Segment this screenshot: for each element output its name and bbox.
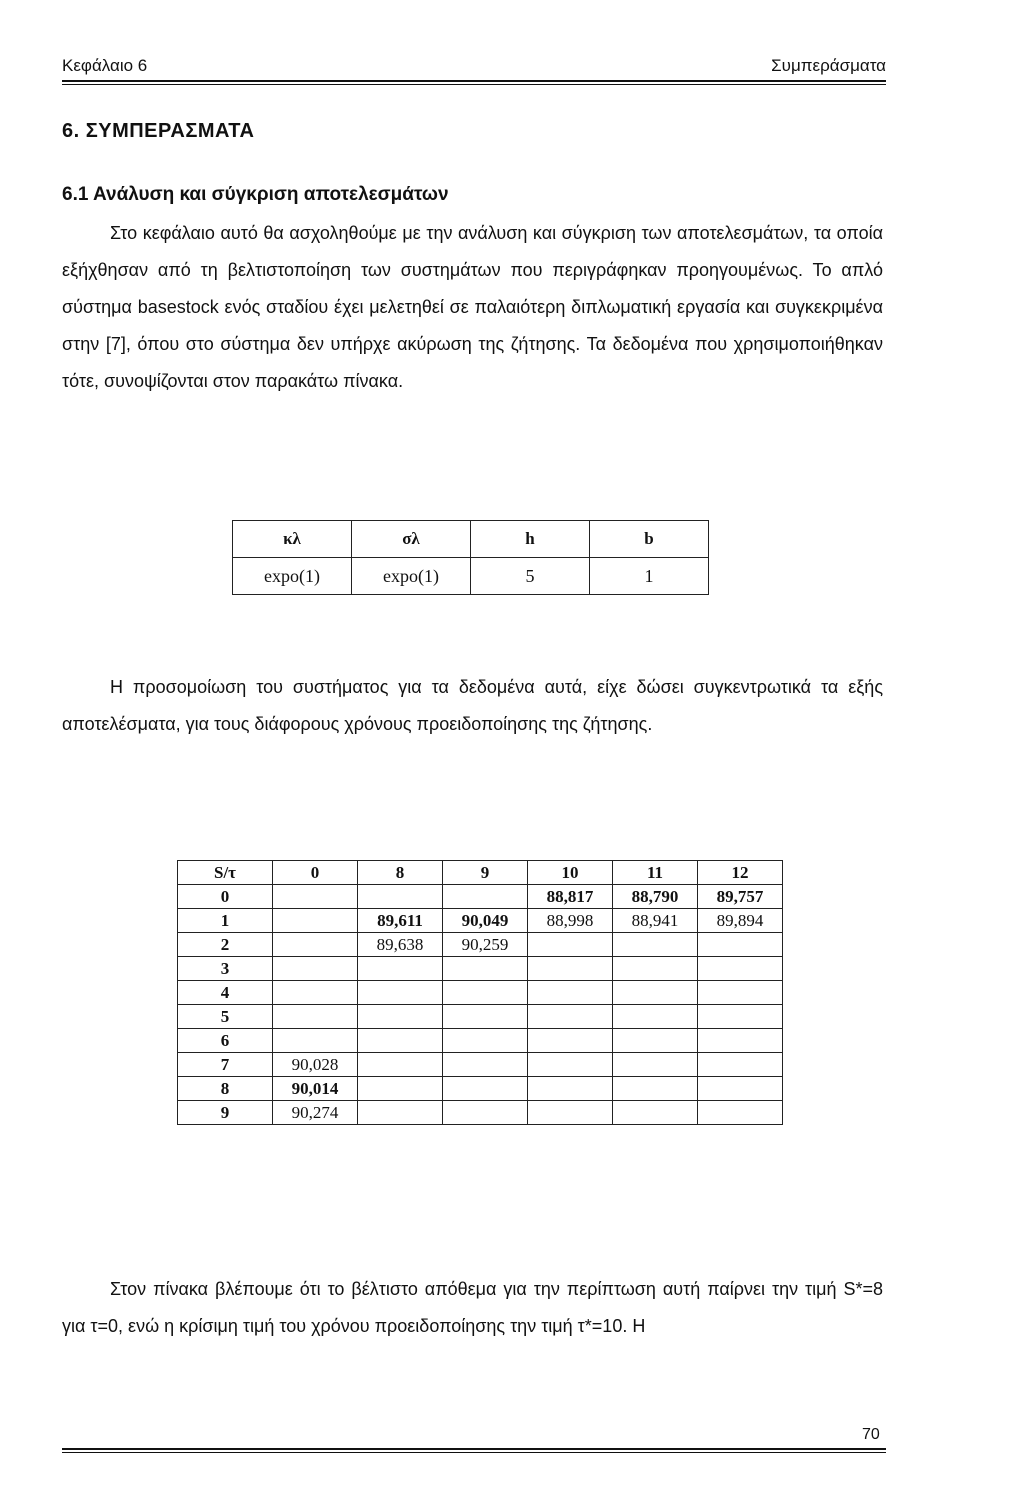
paragraph-simulation [62, 669, 883, 743]
results-cell [443, 885, 528, 909]
results-cell [273, 1029, 358, 1053]
results-cell: 88,998 [528, 909, 613, 933]
results-cell: 89,611 [358, 909, 443, 933]
chapter-title: 6. ΣΥΜΠΕΡΑΣΜΑΤΑ [62, 120, 255, 142]
paragraph-conclusion [62, 1271, 883, 1345]
results-header-cell: 11 [613, 861, 698, 885]
results-cell: 90,274 [273, 1101, 358, 1125]
param-value: 5 [471, 558, 590, 595]
results-header-cell: S/τ [178, 861, 273, 885]
results-row-label: 0 [178, 885, 273, 909]
paragraph-intro [62, 215, 883, 400]
results-cell [443, 1005, 528, 1029]
results-row-label: 7 [178, 1053, 273, 1077]
results-row [178, 1005, 783, 1029]
results-cell: 89,757 [698, 885, 783, 909]
results-header-cell: 8 [358, 861, 443, 885]
results-cell: 88,790 [613, 885, 698, 909]
results-cell [358, 1053, 443, 1077]
results-cell [273, 981, 358, 1005]
results-cell [613, 1077, 698, 1101]
results-cell [698, 1101, 783, 1125]
footer-rule [62, 1448, 886, 1450]
param-value: expo(1) [352, 558, 471, 595]
results-cell: 90,259 [443, 933, 528, 957]
header-rule [62, 80, 886, 82]
results-row-label: 5 [178, 1005, 273, 1029]
results-cell [528, 1101, 613, 1125]
results-cell [698, 957, 783, 981]
results-cell [273, 933, 358, 957]
results-cell [358, 1101, 443, 1125]
header-rule-thin [62, 84, 886, 85]
results-cell [443, 1077, 528, 1101]
section-title: 6.1 Ανάλυση και σύγκριση αποτελεσμάτων [62, 184, 449, 205]
parameters-value-row [233, 558, 709, 595]
results-cell [528, 1077, 613, 1101]
results-cell [528, 933, 613, 957]
page-number: 70 [862, 1426, 880, 1443]
results-cell [443, 981, 528, 1005]
results-cell [273, 957, 358, 981]
results-row [178, 1053, 783, 1077]
results-header-cell: 9 [443, 861, 528, 885]
results-row [178, 1029, 783, 1053]
results-cell: 90,014 [273, 1077, 358, 1101]
results-cell [698, 1029, 783, 1053]
results-cell [613, 1029, 698, 1053]
results-cell [698, 1005, 783, 1029]
results-cell [698, 933, 783, 957]
param-header: h [471, 521, 590, 558]
param-value: expo(1) [233, 558, 352, 595]
results-header-cell: 0 [273, 861, 358, 885]
results-cell [443, 957, 528, 981]
results-cell [273, 885, 358, 909]
results-cell [358, 1005, 443, 1029]
results-cell: 89,638 [358, 933, 443, 957]
parameters-header-row [233, 521, 709, 558]
results-cell [528, 1005, 613, 1029]
parameters-table [232, 520, 709, 595]
results-row-label: 3 [178, 957, 273, 981]
results-row [178, 933, 783, 957]
results-cell [698, 981, 783, 1005]
results-row-label: 6 [178, 1029, 273, 1053]
results-row [178, 1101, 783, 1125]
results-cell: 90,028 [273, 1053, 358, 1077]
results-row-label: 2 [178, 933, 273, 957]
results-cell [528, 1029, 613, 1053]
results-cell [698, 1053, 783, 1077]
results-cell [358, 981, 443, 1005]
results-row [178, 957, 783, 981]
param-header: b [590, 521, 709, 558]
results-cell [358, 957, 443, 981]
results-cell [528, 1053, 613, 1077]
results-cell [273, 909, 358, 933]
results-cell [443, 1029, 528, 1053]
results-table [177, 860, 783, 1125]
results-row [178, 909, 783, 933]
results-cell [613, 933, 698, 957]
results-cell [613, 1005, 698, 1029]
results-cell [613, 957, 698, 981]
paragraph-intro-text: Στο κεφάλαιο αυτό θα ασχοληθούμε με την ανάλυση και σύγκριση των αποτελεσμάτων, τα οποία εξήχθησαν από τη βελτιστοποίηση των συστημάτων που περιγράφηκαν προηγουμένως. Το απλό σύστημα basestock ενός σταδίου έχει μελετηθεί σε παλαιότερη διπλωματική εργασία και συγκεκριμένα στην [7], όπου στο σύστημα δεν υπήρχε ακύρωση της ζήτησης. Τα δεδομένα που χρησιμοποιήθηκαν τότε, συνοψίζονται στον παρακάτω πίνακα. [62, 223, 883, 391]
results-header-row [178, 861, 783, 885]
results-cell [358, 885, 443, 909]
results-row-label: 4 [178, 981, 273, 1005]
results-cell [528, 957, 613, 981]
results-cell [613, 1053, 698, 1077]
results-header-cell: 10 [528, 861, 613, 885]
results-cell: 90,049 [443, 909, 528, 933]
results-cell [613, 981, 698, 1005]
results-row [178, 1077, 783, 1101]
results-cell [358, 1029, 443, 1053]
results-cell [698, 1077, 783, 1101]
header-section: Συμπεράσματα [771, 56, 886, 75]
results-cell [613, 1101, 698, 1125]
param-header: κλ [233, 521, 352, 558]
results-row [178, 885, 783, 909]
param-header: σλ [352, 521, 471, 558]
results-cell [273, 1005, 358, 1029]
param-value: 1 [590, 558, 709, 595]
results-row-label: 8 [178, 1077, 273, 1101]
results-cell [443, 1053, 528, 1077]
results-cell [358, 1077, 443, 1101]
results-cell: 89,894 [698, 909, 783, 933]
header-chapter: Κεφάλαιο 6 [62, 56, 148, 75]
paragraph-simulation-text: Η προσομοίωση του συστήματος για τα δεδομένα αυτά, είχε δώσει συγκεντρωτικά τα εξής αποτελέσματα, για τους διάφορους χρόνους προειδοποίησης της ζήτησης. [62, 677, 883, 734]
results-row [178, 981, 783, 1005]
footer-rule-thin [62, 1452, 886, 1453]
results-row-label: 9 [178, 1101, 273, 1125]
results-cell [528, 981, 613, 1005]
results-header-cell: 12 [698, 861, 783, 885]
paragraph-conclusion-text: Στον πίνακα βλέπουμε ότι το βέλτιστο απόθεμα για την περίπτωση αυτή παίρνει την τιμή S*=8 για τ=0, ενώ η κρίσιμη τιμή του χρόνου προειδοποίησης την τιμή τ*=10. Η [62, 1279, 883, 1336]
results-row-label: 1 [178, 909, 273, 933]
results-cell: 88,817 [528, 885, 613, 909]
results-cell [443, 1101, 528, 1125]
results-cell: 88,941 [613, 909, 698, 933]
